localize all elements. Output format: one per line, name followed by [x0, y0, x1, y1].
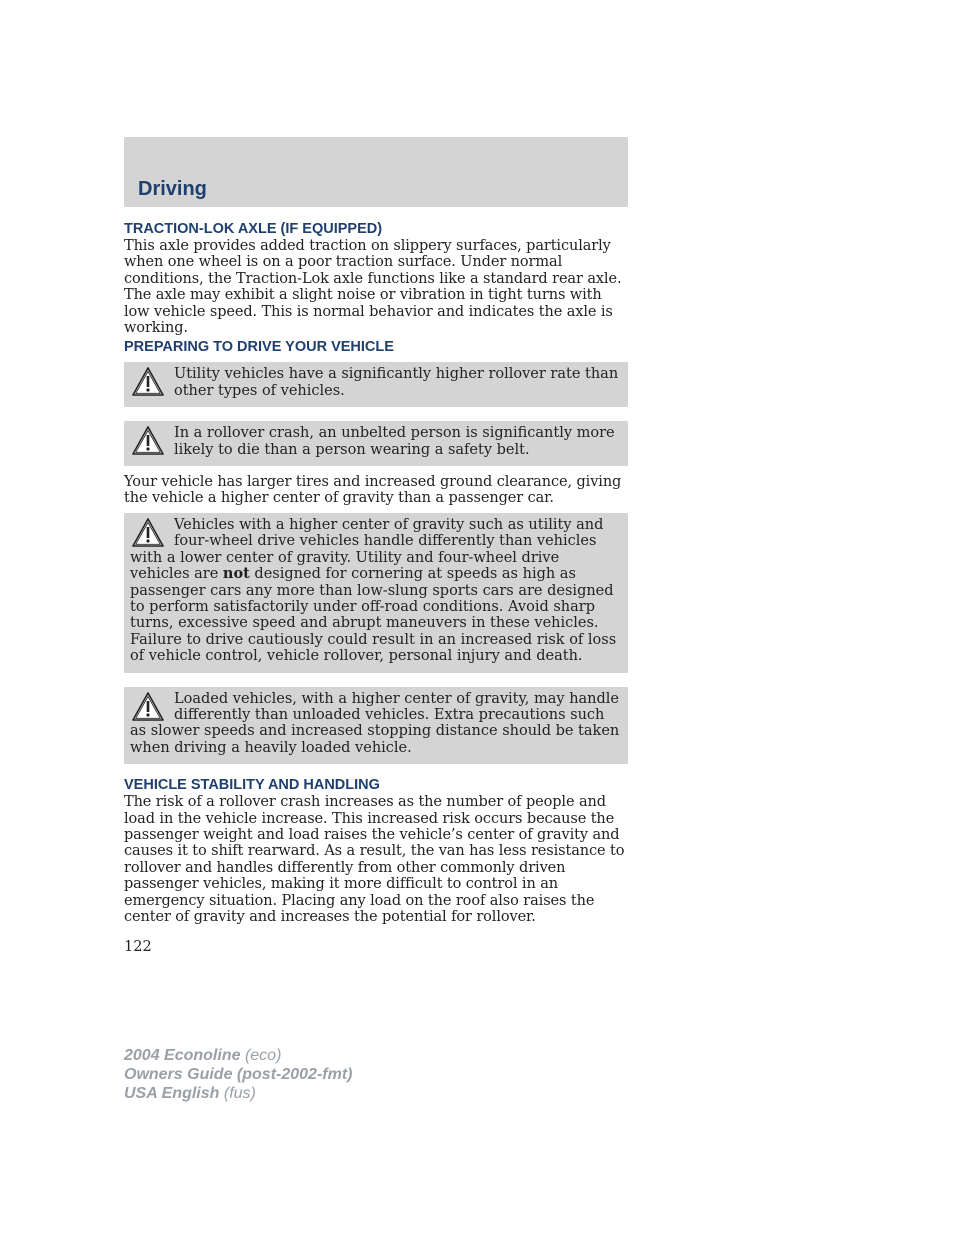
- page-content: [124, 220, 628, 955]
- footer-line-guide: Owners Guide (post-2002-fmt): [124, 1066, 353, 1083]
- section-heading-stability: VEHICLE STABILITY AND HANDLING: [124, 777, 380, 794]
- emphasis-not: not: [222, 565, 250, 583]
- warning-text-rollover-rate: Utility vehicles have a significantly higher rollover rate than other types of vehicles.: [174, 366, 619, 399]
- document-footer: [124, 1046, 352, 1103]
- chapter-header: [124, 137, 628, 207]
- warning-triangle-icon: [131, 366, 165, 398]
- footer-line-model: 2004 Econoline (eco): [124, 1047, 282, 1064]
- warning-text-unbelted: In a rollover crash, an unbelted person is significantly more likely to die than a person wearing a safety belt.: [174, 425, 615, 458]
- section-heading-preparing: PREPARING TO DRIVE YOUR VEHICLE: [124, 339, 394, 356]
- warning-triangle-icon: [131, 691, 165, 723]
- warning-box-unbelted: [124, 421, 628, 466]
- stability-paragraph: The risk of a rollover crash increases as the number of people and load in the vehicle increase. This increased risk occurs because the passenger weight and load raises the vehicle’s center of gravity and causes it to shift rearward. As a result, the van has less resistance to rollover and handles differently from other commonly driven passenger vehicles, making it more difficult to control in an emergency situation. Placing any load on the roof also raises the center of gravity and increases the potential for rollover.: [124, 794, 625, 925]
- page-number: 122: [124, 939, 152, 956]
- warning-triangle-icon: [131, 517, 165, 549]
- warning-box-handling: [124, 513, 628, 673]
- warning-text-handling: Vehicles with a higher center of gravity such as utility and four-wheel drive vehicles handle differently than vehicles with a lower center of gravity. Utility and four-wheel drive vehicles are not designed for cornering at speeds as high as passenger cars any more than low-slung sports cars are designed to perform satisfactorily under off-road conditions. Avoid sharp turns, excessive speed and abrupt maneuvers in these vehicles. Failure to drive cautiously could result in an increased risk of loss of vehicle control, vehicle rollover, personal injury and death.: [130, 516, 617, 665]
- warning-text-loaded-vehicles: Loaded vehicles, with a higher center of gravity, may handle differently than unloaded vehicles. Extra precautions such as slower speeds and increased stopping distance should be taken when driving a heavily loaded vehicle.: [130, 690, 620, 756]
- warning-box-rollover-rate: [124, 362, 628, 407]
- warning-box-loaded-vehicles: [124, 687, 628, 765]
- section-heading-traction-lok: TRACTION-LOK AXLE (IF EQUIPPED): [124, 221, 383, 237]
- footer-line-language: USA English (fus): [124, 1085, 256, 1102]
- warning-triangle-icon: [131, 425, 165, 457]
- center-of-gravity-paragraph: Your vehicle has larger tires and increased ground clearance, giving the vehicle a higher center of gravity than a passenger car.: [124, 474, 622, 507]
- chapter-title: Driving: [138, 178, 207, 200]
- traction-lok-paragraph: This axle provides added traction on slippery surfaces, particularly when one wheel is on a poor traction surface. Under normal conditions, the Traction-Lok axle functions like a standard rear axle. The axle may exhibit a slight noise or vibration in tight turns with low vehicle speed. This is normal behavior and indicates the axle is working.: [124, 238, 622, 337]
